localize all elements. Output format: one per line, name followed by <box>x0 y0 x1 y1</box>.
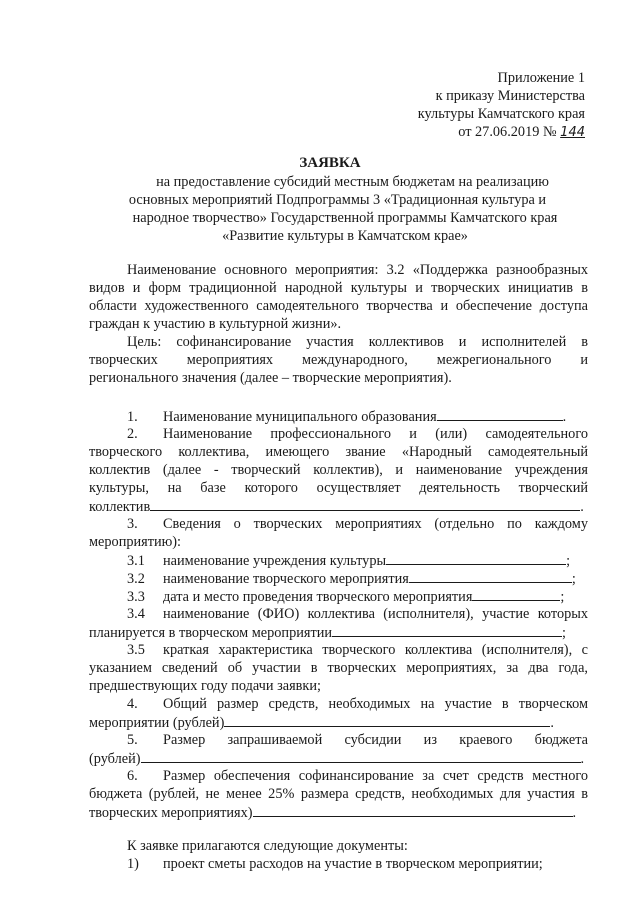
item-2-blank[interactable] <box>150 498 580 511</box>
item-2-text-1: Наименование профессионального и (или) самодеятельного <box>163 426 588 442</box>
item-2-line-5 <box>89 498 584 516</box>
item-3-2-semicolon: ; <box>571 571 576 587</box>
event-line-4: граждан к участию в культурной жизни». <box>89 316 342 332</box>
document-title: ЗАЯВКА <box>299 155 361 171</box>
item-3-4-line-1 <box>127 606 588 623</box>
item-2-text-5: коллектив <box>89 499 151 515</box>
event-line-3: области художественного самодеятельного творчества и обеспечение доступа <box>89 298 588 314</box>
appendix-line-3: культуры Камчатского края <box>417 106 585 122</box>
item-1-number: 1. <box>127 409 138 425</box>
goal-line-2: творческих мероприятиях международного, межрегионального и <box>89 352 588 368</box>
item-3-text-1: Сведения о творческих мероприятиях (отдельно по каждому <box>163 516 588 532</box>
item-4-blank[interactable] <box>224 714 550 727</box>
item-3-4-text-1: наименование (ФИО) коллектива (исполнителя), участие которых <box>163 606 588 622</box>
item-3-1 <box>127 552 570 570</box>
item-5-blank[interactable] <box>141 750 581 763</box>
item-3-5-text-1: краткая характеристика творческого коллектива (исполнителя), с <box>163 642 588 658</box>
docs-item-1-number: 1) <box>127 856 139 872</box>
item-6-blank[interactable] <box>253 804 573 817</box>
item-2-line-4: культуры, на базе которого осуществляет деятельность творческий <box>89 480 588 496</box>
item-5-text-2: (рублей) <box>89 751 141 767</box>
item-3-line-2: мероприятию): <box>89 534 182 550</box>
item-2-line-1 <box>127 426 588 443</box>
item-6-text-3: творческих мероприятиях) <box>89 805 253 821</box>
item-4-period: . <box>550 715 554 731</box>
item-2-period: . <box>580 499 584 515</box>
subtitle-line-4: «Развитие культуры в Камчатском крае» <box>222 228 468 244</box>
handwritten-order-number: 144 <box>560 125 585 140</box>
item-4-line-1 <box>127 696 588 713</box>
item-3-5-line-3: предшествующих году подачи заявки; <box>89 678 321 694</box>
item-6-line-1 <box>127 768 588 785</box>
item-6-period: . <box>572 805 577 821</box>
item-1-label: Наименование муниципального образования <box>163 409 437 425</box>
item-6-line-3 <box>89 804 576 822</box>
item-3-5-number: 3.5 <box>127 642 145 658</box>
subtitle-line-3: народное творчество» Государственной программы Камчатского края <box>132 210 558 226</box>
item-3-1-blank[interactable] <box>386 552 566 565</box>
item-1 <box>127 408 566 426</box>
item-2-line-3: коллектив (далее - творческий коллектив), и наименование учреждения <box>89 462 588 478</box>
appendix-line-2: к приказу Министерства <box>435 88 585 104</box>
item-3-1-number: 3.1 <box>127 553 145 569</box>
item-6-text-1: Размер обеспечения софинансирование за счет средств местного <box>163 768 588 784</box>
item-4-line-2 <box>89 714 554 732</box>
docs-item-1-label: проект сметы расходов на участие в творческом мероприятии; <box>163 856 543 872</box>
item-3-4-blank[interactable] <box>332 624 562 637</box>
docs-intro: К заявке прилагаются следующие документы: <box>127 838 408 854</box>
item-1-blank[interactable] <box>437 408 563 421</box>
item-5-line-1 <box>127 732 588 749</box>
item-1-period: . <box>562 409 567 425</box>
goal-line-1: Цель: софинансирование участия коллективов и исполнителей в <box>127 334 588 350</box>
item-3-2-number: 3.2 <box>127 571 145 587</box>
item-3-1-semicolon: ; <box>566 553 571 569</box>
event-line-1: Наименование основного мероприятия: 3.2 «Поддержка разнообразных <box>127 262 588 278</box>
item-3-1-label: наименование учреждения культуры <box>163 553 387 569</box>
item-3-number: 3. <box>127 516 138 532</box>
item-3-2-blank[interactable] <box>409 570 572 583</box>
item-3-2 <box>127 570 576 588</box>
item-6-line-2: бюджета (рублей, не менее 25% размера средств, необходимых для участия в <box>89 786 588 802</box>
item-3-3-number: 3.3 <box>127 589 145 605</box>
event-line-2: видов и форм традиционной народной культуры и творческих инициатив в <box>89 280 588 296</box>
item-3-4-number: 3.4 <box>127 606 145 622</box>
item-3-4-line-2 <box>89 624 566 642</box>
item-2-number: 2. <box>127 426 138 442</box>
item-3-3-semicolon: ; <box>560 589 565 605</box>
item-3-5-line-1 <box>127 642 588 659</box>
appendix-date: от 27.06.2019 № <box>458 124 557 140</box>
item-3-3 <box>127 588 564 606</box>
item-3-3-label: дата и место проведения творческого мероприятия <box>163 589 473 605</box>
appendix-line-4 <box>458 124 585 141</box>
item-5-period: . <box>580 751 585 767</box>
subtitle-line-1: на предоставление субсидий местным бюджетам на реализацию <box>156 174 549 190</box>
item-6-number: 6. <box>127 768 138 784</box>
item-3-4-semicolon: ; <box>562 625 566 641</box>
item-2-line-2: творческого коллектива, имеющего звание «Народный самодеятельный <box>89 444 588 460</box>
item-4-text-2: мероприятии (рублей) <box>89 715 225 731</box>
item-3-line-1 <box>127 516 588 533</box>
item-3-5-line-2: указанием сведений об участии в творческих мероприятиях, за два года, <box>89 660 588 676</box>
item-4-number: 4. <box>127 696 138 712</box>
appendix-line-1: Приложение 1 <box>497 70 585 86</box>
item-5-text-1: Размер запрашиваемой субсидии из краевого бюджета <box>163 732 588 748</box>
item-3-2-label: наименование творческого мероприятия <box>163 571 409 587</box>
item-5-line-2 <box>89 750 584 768</box>
item-3-4-text-2: планируется в творческом мероприятии <box>89 625 333 641</box>
item-5-number: 5. <box>127 732 138 748</box>
docs-item-1 <box>127 856 543 873</box>
subtitle-line-2: основных мероприятий Подпрограммы 3 «Традиционная культура и <box>128 192 547 208</box>
item-3-3-blank[interactable] <box>472 588 560 601</box>
item-4-text-1: Общий размер средств, необходимых на участие в творческом <box>163 696 588 712</box>
goal-line-3: регионального значения (далее – творческие мероприятия). <box>89 370 452 386</box>
